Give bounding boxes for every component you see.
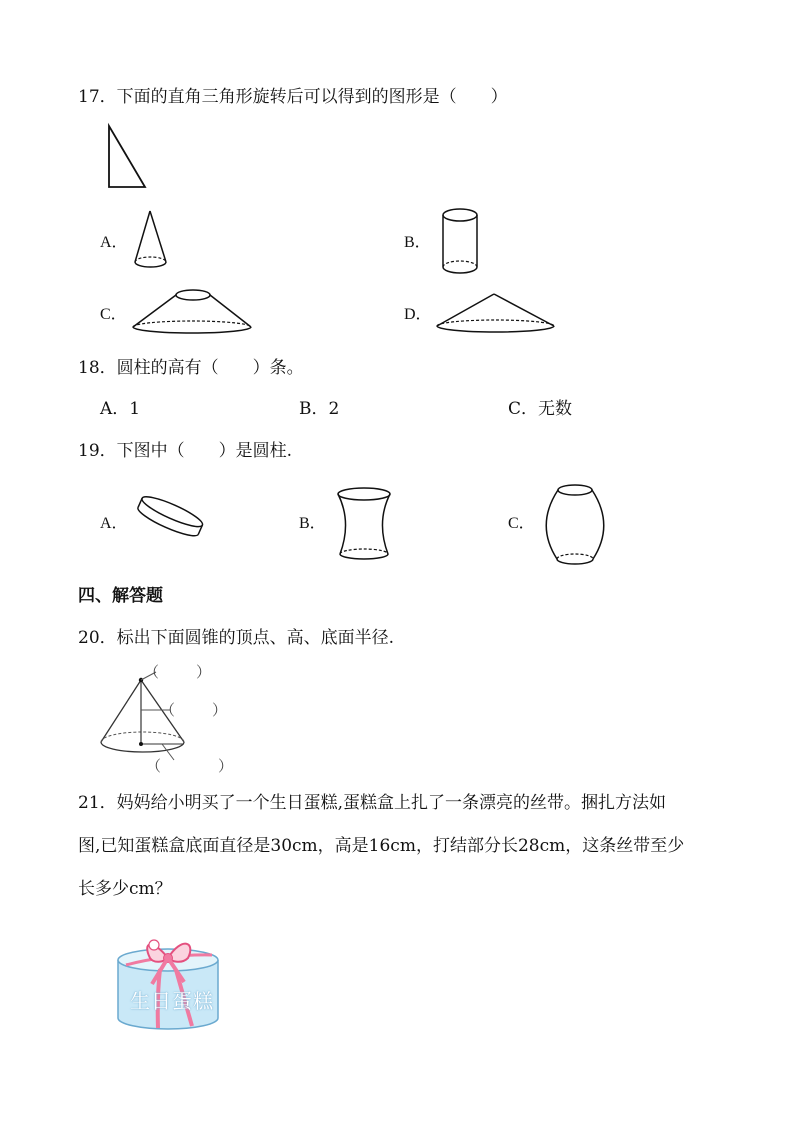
q19-option-b-hourglass-figure <box>334 484 396 564</box>
q18-option-a: A．1 <box>100 399 141 419</box>
q17-option-d-label: D． <box>404 306 432 323</box>
q17-option-a-cone-figure <box>128 205 178 275</box>
q19-option-a-label: A． <box>100 515 128 532</box>
q17-option-c-frustum-figure <box>128 285 258 340</box>
height-label-paren-close: ） <box>212 703 228 719</box>
q17-option-b-label: B． <box>404 234 431 251</box>
q19-option-b-label: B． <box>299 515 326 532</box>
radius-label-paren-open: （ <box>146 759 162 775</box>
height-label-paren-open: （ <box>160 703 176 719</box>
q21-line-3: 长多少cm？ <box>78 879 172 899</box>
cake-box-figure <box>112 930 227 1040</box>
cake-box-label: 生日蛋糕 <box>130 989 214 1013</box>
q17-option-d-flat-cone-figure <box>433 288 563 340</box>
q21-line-1: 21．妈妈给小明买了一个生日蛋糕,蛋糕盒上扎了一条漂亮的丝带。捆扎方法如 <box>78 793 667 813</box>
right-triangle-figure <box>100 118 160 198</box>
q20-stem: 20．标出下面圆锥的顶点、高、底面半径. <box>78 628 395 648</box>
q19-option-c-barrel-figure <box>543 480 608 570</box>
q17-option-a-label: A． <box>100 234 128 251</box>
q17-option-b-cylinder-figure <box>436 203 486 283</box>
vertex-label-paren-open: （ <box>144 665 160 681</box>
q17-stem: 17．下面的直角三角形旋转后可以得到的图形是（ ） <box>78 87 508 107</box>
q18-option-c: C．无数 <box>508 399 573 419</box>
q18-stem: 18．圆柱的高有（ ）条。 <box>78 358 304 378</box>
section-4-heading: 四、解答题 <box>78 586 163 606</box>
q18-option-b: B．2 <box>299 399 340 419</box>
q21-line-2: 图,已知蛋糕盒底面直径是30cm，高是16cm，打结部分长28cm，这条丝带至少 <box>78 836 685 856</box>
q19-option-a-tilted-disc-figure <box>132 494 207 549</box>
q17-option-c-label: C． <box>100 306 127 323</box>
q19-option-c-label: C． <box>508 515 535 532</box>
vertex-label-paren-close: ） <box>196 665 212 681</box>
q19-stem: 19．下图中（ ）是圆柱. <box>78 441 293 461</box>
radius-label-paren-close: ） <box>218 759 234 775</box>
